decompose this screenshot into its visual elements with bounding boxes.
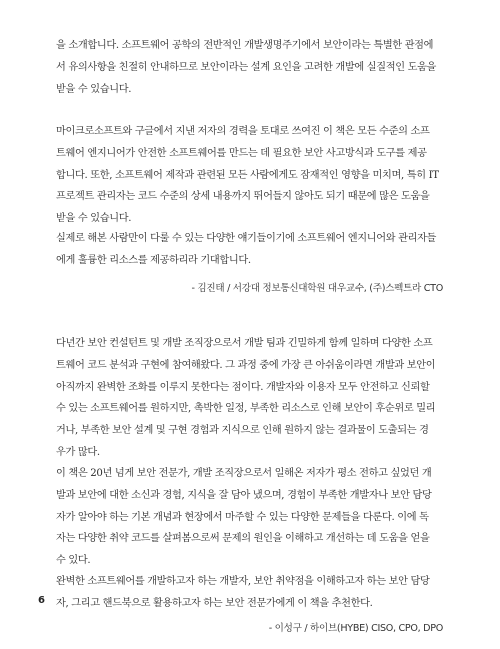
text-line: 다년간 보안 컨설턴트 및 개발 조직장으로서 개발 팀과 긴밀하게 함께 일하며 다양한 소프 (56, 338, 433, 349)
text-line: 서 유의사항을 친절히 안내하므로 보안이라는 설계 요인을 고려한 개발에 실질적인 도움을 (56, 61, 437, 73)
review-1-paragraph-3 (56, 228, 445, 272)
page-number: 6 (38, 595, 45, 606)
text-line: 받을 수 있습니다. (56, 213, 132, 225)
text-line: 자는 다양한 취약 코드를 살펴봄으로써 문제의 원인을 이해하고 개선하는 데 도움을 얻을 (56, 533, 430, 545)
text-line: 실제로 해본 사람만이 다룰 수 있는 다양한 얘기들이기에 소프트웨어 엔지니어와 관리자들 (56, 233, 437, 244)
text-line: 프로젝트 관리자는 코드 수준의 상세 내용까지 뛰어들지 않아도 되기 때문에 많은 도움을 (56, 191, 430, 203)
review-2-signature: - 이성구 / 하이브(HYBE) CISO, CPO, DPO (268, 623, 443, 634)
text-line: 완벽한 소프트웨어를 개발하고자 하는 개발자, 보안 취약점을 이해하고자 하는 보안 담당 (56, 576, 430, 587)
review-2-paragraph-2 (56, 463, 445, 572)
text-line: 아직까지 완벽한 조화를 이루지 못한다는 점이다. 개발자와 이용자 모두 안전하고 신뢰할 (56, 381, 430, 393)
text-line: 발과 보안에 대한 소신과 경험, 지식을 잘 담아 냈으며, 경험이 부족한 개발자나 보안 담당 (56, 489, 432, 501)
text-line: 이 책은 20년 넘게 보안 전문가, 개발 조직장으로서 일해온 저자가 평소 전하고 싶었던 개 (56, 468, 432, 479)
text-line: 받을 수 있습니다. (56, 83, 132, 95)
text-line: 거나, 부족한 보안 설계 및 구현 경험과 지식으로 인해 원하지 않는 결과물이 도출되는 경 (56, 425, 429, 437)
text-line: 을 소개합니다. 소프트웨어 공학의 전반적인 개발생명주기에서 보안이라는 특별한 관점에 (56, 40, 434, 51)
review-2-paragraph-3 (56, 571, 445, 615)
review-1-paragraph-1 (56, 35, 445, 100)
text-line: 수 있다. (56, 555, 91, 567)
text-line: 트웨어 코드 분석과 구현에 참여해왔다. 그 과정 중에 가장 큰 아쉬움이라면 개발과 보안이 (56, 359, 436, 371)
text-line: 자, 그리고 핸드북으로 활용하고자 하는 보안 전문가에게 이 책을 추천한다. (56, 597, 373, 609)
text-line: 자가 알아야 하는 기본 개념과 현장에서 마주할 수 있는 다양한 문제들을 다룬다. 이에 독 (56, 511, 429, 523)
review-1-signature: - 김진태 / 서강대 정보통신대학원 대우교수, (주)스펙트라 CTO (191, 283, 443, 294)
text-line: 합니다. 또한, 소프트웨어 제작과 관련된 모든 사람에게도 잠재적인 영향을 미치며, 특히 IT (56, 169, 439, 181)
text-line: 에게 훌륭한 리소스를 제공하리라 기대합니다. (56, 254, 251, 266)
review-2-paragraph-1 (56, 333, 445, 464)
text-line: 수 있는 소프트웨어를 원하지만, 촉박한 일정, 부족한 리소스로 인해 보안이 후순위로 밀리 (56, 403, 436, 415)
text-line: 마이크로소프트와 구글에서 지낸 저자의 경력을 토대로 쓰여진 이 책은 모든 수준의 소프 (56, 126, 430, 137)
review-1-paragraph-2 (56, 121, 445, 230)
text-line: 트웨어 엔지니어가 안전한 소프트웨어를 만드는 데 필요한 보안 사고방식과 도구를 제공 (56, 147, 427, 159)
text-line: 우가 많다. (56, 446, 100, 458)
